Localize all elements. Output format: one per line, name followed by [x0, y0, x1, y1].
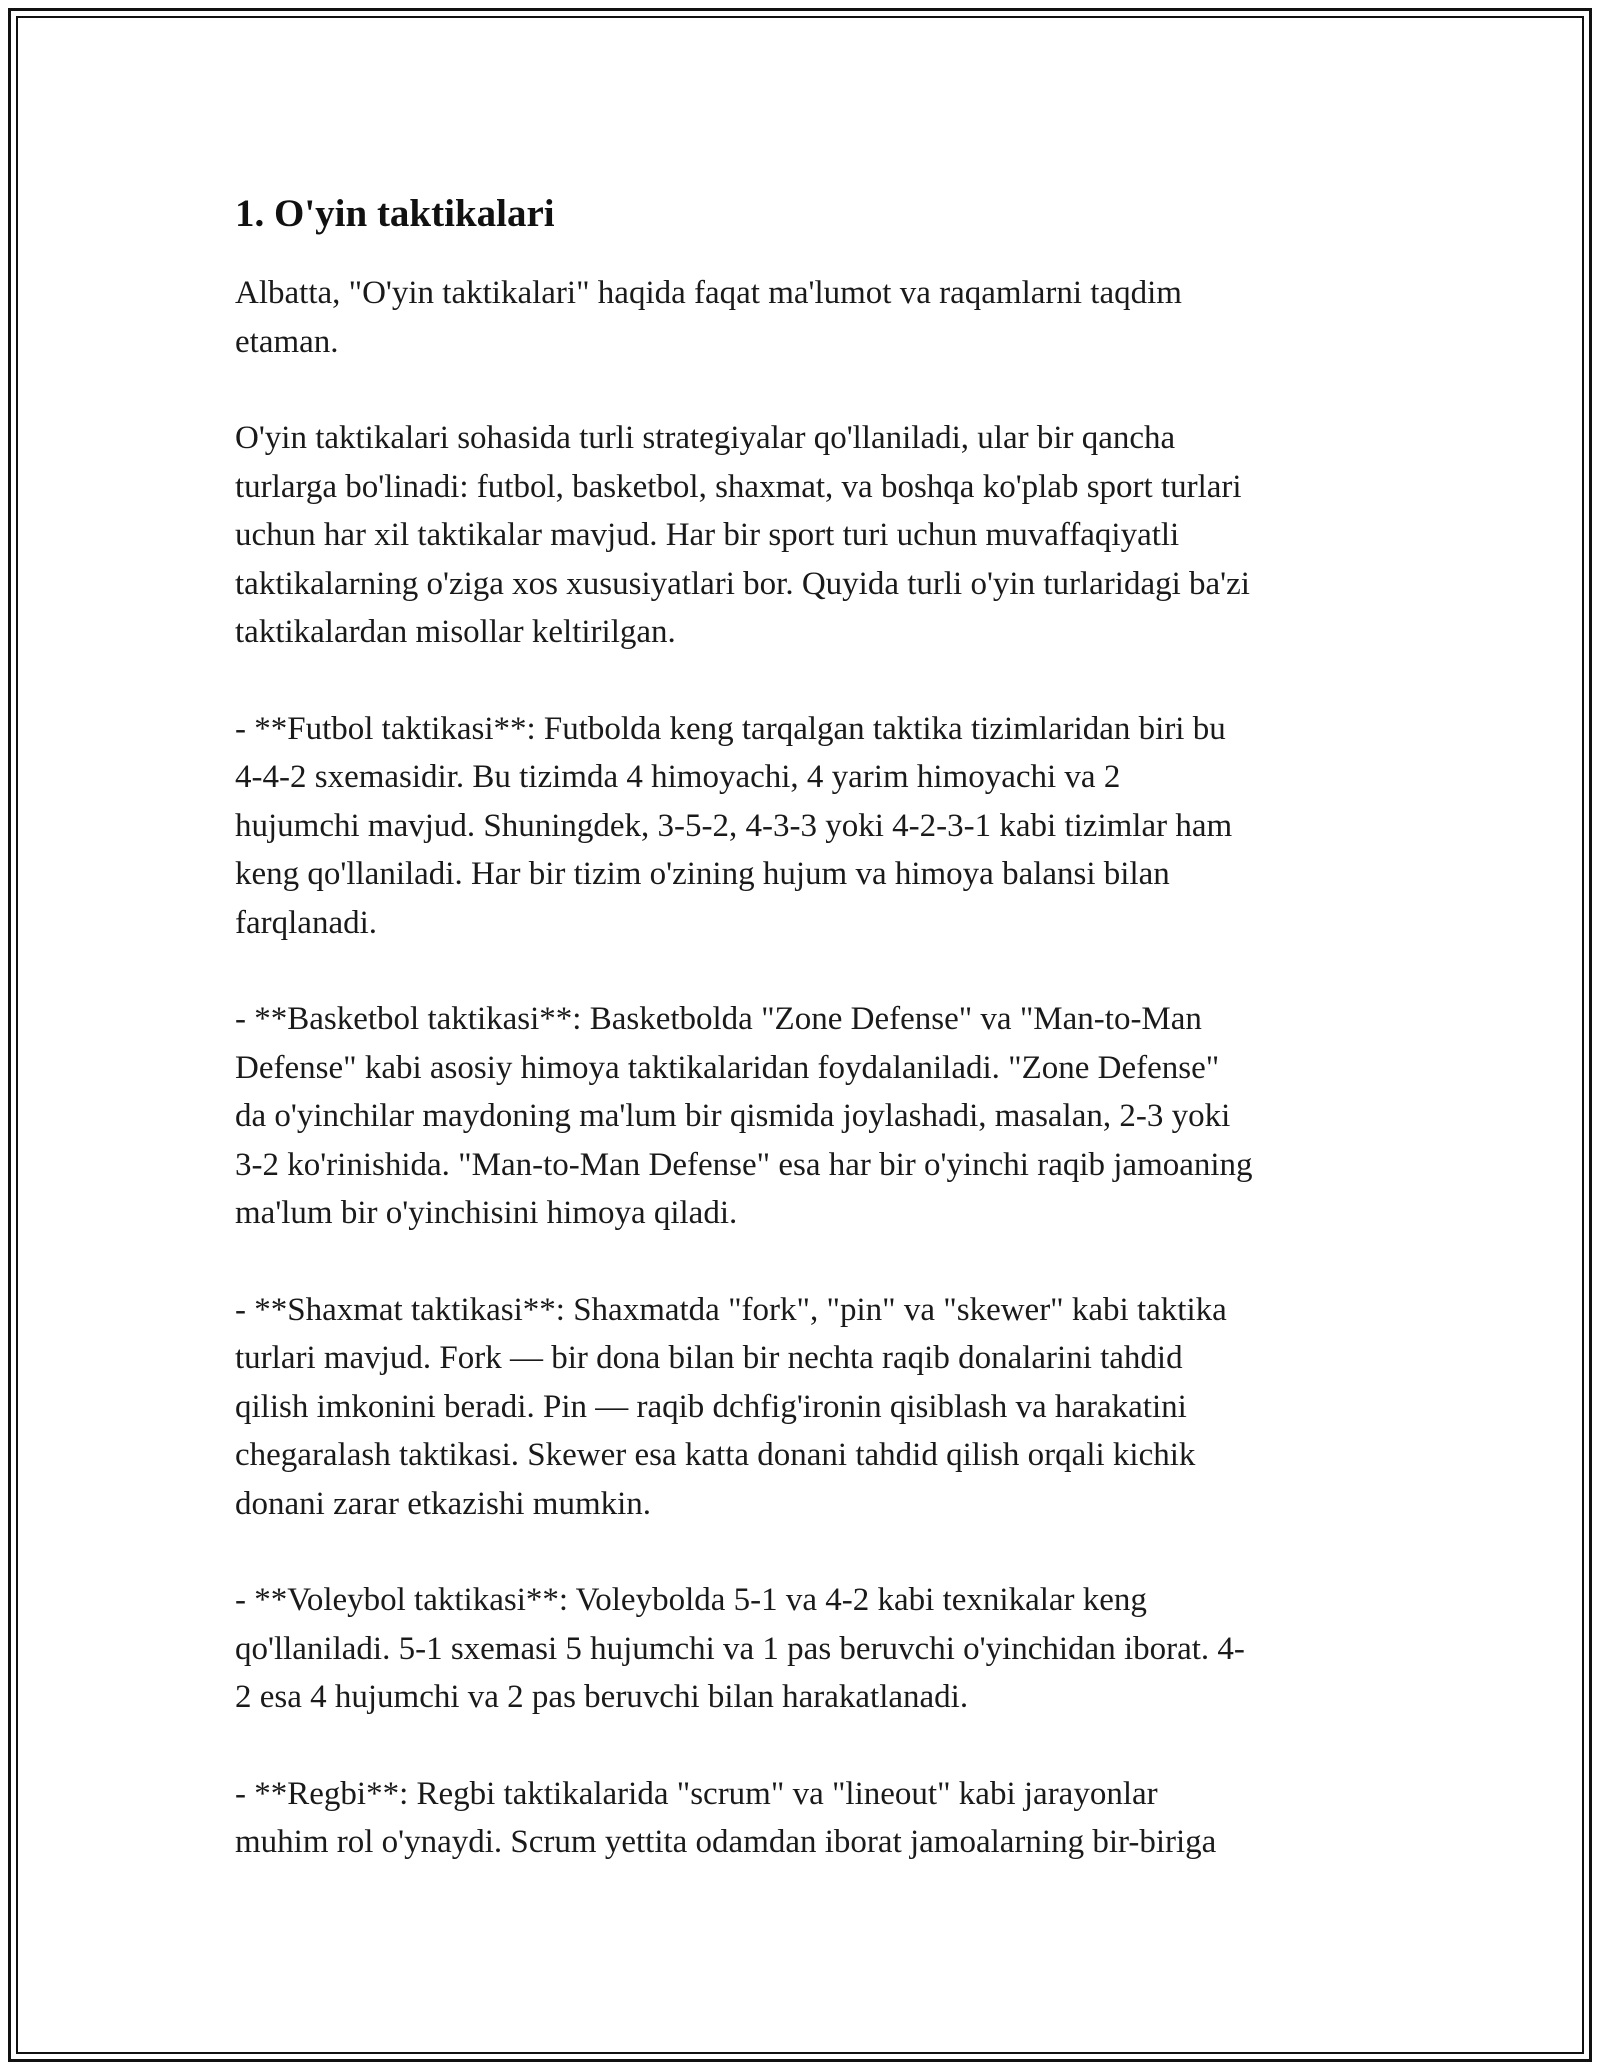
- paragraph-volleyball: - **Voleybol taktikasi**: Voleybolda 5-1 va 4-2 kabi texnikalar keng qo'llaniladi. 5-1 sxemasi 5 hujumchi va 1 pas beruvchi o'yinchidan iborat. 4- 2 esa 4 hujumchi va 2 pas beruvchi bilan harakatlanadi.: [235, 1582, 1245, 1715]
- paragraph-rugby: - **Regbi**: Regbi taktikalarida "scrum" va "lineout" kabi jarayonlar muhim rol o'ynaydi. Scrum yettita odamdan iborat jamoalarning bir-biriga: [235, 1775, 1217, 1860]
- paragraph-football: - **Futbol taktikasi**: Futbolda keng tarqalgan taktika tizimlaridan biri bu 4-4-2 sxemasidir. Bu tizimda 4 himoyachi, 4 yarim himoyachi va 2 hujumchi mavjud. Shuningdek, 3-5-2, 4-3-3 yoki 4-2-3-1 kabi tizimlar ham keng qo'llaniladi. Har bir tizim o'zining hujum va himoya balansi bilan farqlanadi.: [235, 710, 1233, 941]
- document-body: [235, 185, 1365, 1915]
- paragraph-intro: Albatta, "O'yin taktikalari" haqida faqat ma'lumot va raqamlarni taqdim etaman.: [235, 275, 1182, 360]
- paragraph-overview: O'yin taktikalari sohasida turli strategiyalar qo'llaniladi, ular bir qancha turlarga bo'linadi: futbol, basketbol, shaxmat, va boshqa ko'plab sport turlari uchun har xil taktikalar mavjud. Har bir sport turi uchun muvaffaqiyatli taktikalarning o'ziga xos xususiyatlari bor. Quyida turli o'yin turlaridagi ba'zi taktikalardan misollar keltirilgan.: [235, 420, 1250, 650]
- document-title: 1. O'yin taktikalari: [235, 192, 555, 235]
- paragraph-chess: - **Shaxmat taktikasi**: Shaxmatda "fork", "pin" va "skewer" kabi taktika turlari mavjud. Fork — bir dona bilan bir nechta raqib donalarini tahdid qilish imkonini beradi. Pin — raqib dchfig'ironin qisiblash va harakatini chegaralash taktikasi. Skewer esa katta donani tahdid qilish orqali kichik donani zarar etkazishi mumkin.: [235, 1291, 1227, 1522]
- paragraph-basketball: - **Basketbol taktikasi**: Basketbolda "Zone Defense" va "Man-to-Man Defense" kabi asosiy himoya taktikalaridan foydalaniladi. "Zone Defense" da o'yinchilar maydoning ma'lum bir qismida joylashadi, masalan, 2-3 yoki 3-2 ko'rinishida. "Man-to-Man Defense" esa har bir o'yinchi raqib jamoaning ma'lum bir o'yinchisini himoya qiladi.: [235, 1001, 1253, 1231]
